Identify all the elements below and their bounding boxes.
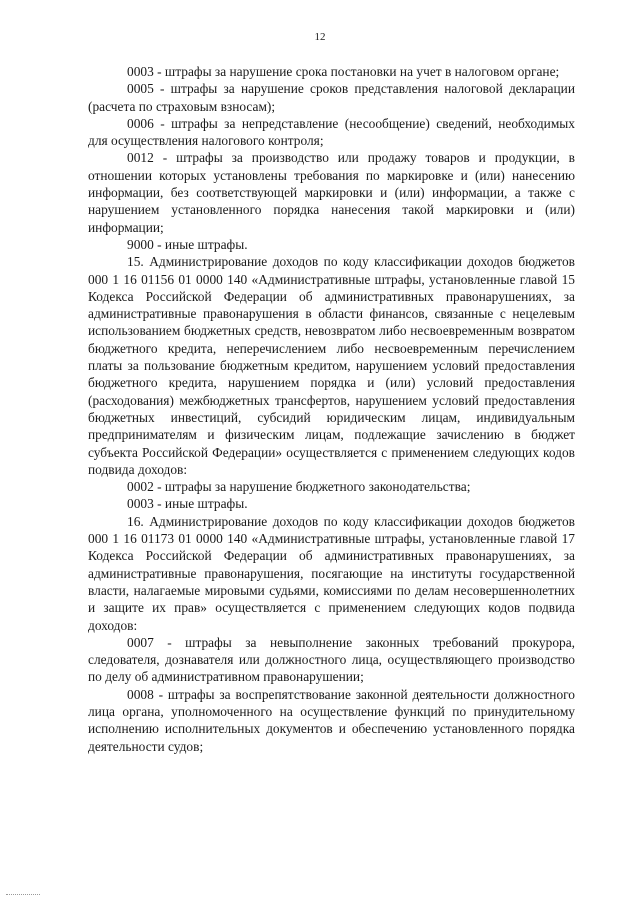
- page-number: 12: [314, 31, 326, 43]
- paragraph-code-0007: 0007 - штрафы за невыполнение законных требований прокурора, следователя, дознавателя или должностного лица, осуществляющего производство по делу об административном правонарушении;: [88, 634, 575, 685]
- paragraph-code-0002: 0002 - штрафы за нарушение бюджетного законодательства;: [127, 479, 471, 495]
- scan-edge-mark: [6, 894, 40, 895]
- paragraph-code-0003-other: 0003 - иные штрафы.: [127, 496, 248, 512]
- document-body: [88, 63, 575, 755]
- paragraph-code-0003: 0003 - штрафы за нарушение срока постановки на учет в налоговом органе;: [127, 64, 560, 79]
- paragraph-code-0008: 0008 - штрафы за воспрепятствование законной деятельности должностного лица органа, уполномоченного на осуществление функций по принудительному исполнению исполнительных документов и обеспечению установленного порядка деятельности судов;: [88, 686, 575, 754]
- paragraph-item-16: 16. Администрирование доходов по коду классификации доходов бюджетов 000 1 16 01173 01 0000 140 «Административные штрафы, установленные главой 17 Кодекса Российской Федерации об административных правонарушениях, за административные правонарушения, посягающие на институты государственной власти, налагаемые мировыми судьями, комиссиями по делам несовершеннолетних и защите их прав» осуществляется с применением следующих кодов подвида доходов:: [88, 513, 575, 633]
- paragraph-code-0005: 0005 - штрафы за нарушение сроков представления налоговой декларации (расчета по страховым взносам);: [88, 81, 575, 114]
- paragraph-code-9000: 9000 - иные штрафы.: [127, 236, 248, 252]
- paragraph-code-0006: 0006 - штрафы за непредставление (несообщение) сведений, необходимых для осуществления налогового контроля;: [88, 115, 575, 149]
- paragraph-item-15: 15. Администрирование доходов по коду классификации доходов бюджетов 000 1 16 01156 01 0000 140 «Административные штрафы, установленные главой 15 Кодекса Российской Федерации об административных правонарушениях, за административные правонарушения в области финансов, связанные с нецелевым использованием бюджетных средств, невозвратом либо несвоевременным возвратом бюджетного кредита, неперечислением либо несвоевременным перечислением платы за пользование бюджетным кредитом, нарушением условий предоставления бюджетного кредита, нарушением порядка и (или) условий предоставления (расходования) межбюджетных трансфертов, нарушением условий предоставления бюджетных инвестиций, субсидий юридическим лицам, индивидуальным предпринимателям и физическим лицам, подлежащие зачислению в бюджет субъекта Российской Федерации» осуществляется с применением следующих кодов подвида доходов:: [88, 254, 575, 477]
- paragraph-code-0012: 0012 - штрафы за производство или продажу товаров и продукции, в отношении которых установлены требования по маркировке и (или) нанесению информации, без соответствующей маркировки и (или) информации, а также с нарушением установленного порядка нанесения такой маркировки и (или) информации;: [88, 150, 575, 235]
